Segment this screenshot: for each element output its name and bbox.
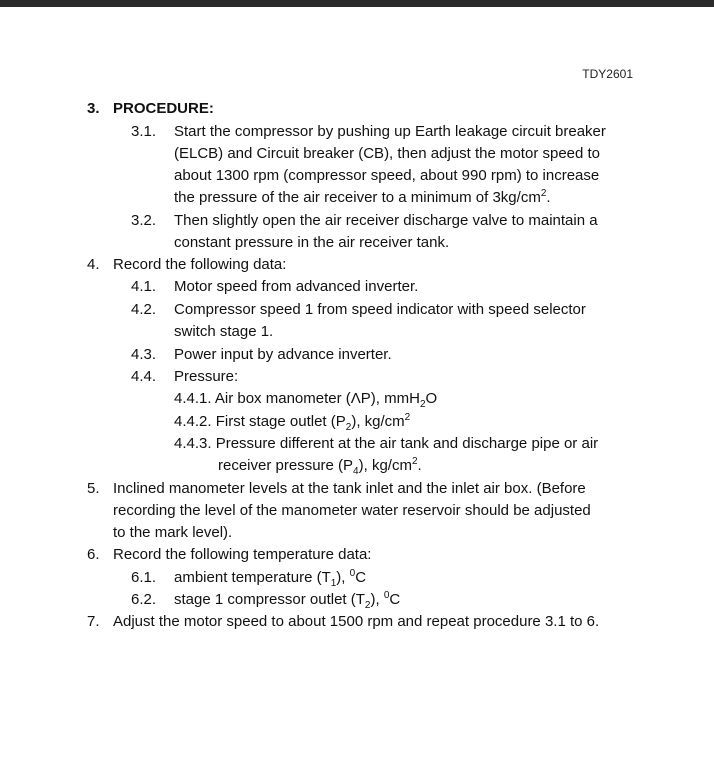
step-4-4-1-text: Air box manometer (ΛP), mmH (214, 390, 420, 407)
step-4-4-2-text: First stage outlet (P (215, 413, 346, 430)
step-6-2-number: 6.2. (131, 591, 157, 608)
subscript: 2 (419, 399, 426, 410)
unit-suffix: O (425, 390, 438, 407)
top-border-bar (0, 0, 714, 7)
separator: ), (370, 591, 384, 608)
step-7-text: Adjust the motor speed to about 1500 rpm and repeat procedure 3.1 to 6. (113, 613, 600, 630)
separator: ), (336, 569, 350, 586)
step-4-4-3-line-2-text: receiver pressure (P (218, 457, 354, 474)
step-7-number: 7. (87, 613, 100, 630)
superscript: 2 (540, 188, 547, 199)
unit-text: ), kg/cm (358, 457, 412, 474)
unit-text: C (355, 569, 367, 586)
step-4-4-3-text: Pressure different at the air tank and discharge pipe or air (215, 435, 599, 452)
step-4-1-number: 4.1. (131, 278, 157, 295)
unit-text: C (389, 591, 401, 608)
step-6-1-text: ambient temperature (T (174, 569, 331, 586)
step-5-line-3: to the mark level). (113, 524, 233, 541)
superscript: 2 (404, 412, 411, 423)
step-5-number: 5. (87, 480, 100, 497)
step-6-1-number: 6.1. (131, 569, 157, 586)
step-4-1-text: Motor speed from advanced inverter. (174, 278, 419, 295)
step-6-1 (174, 567, 366, 589)
step-4-4-2-number: 4.4.2. (174, 413, 212, 430)
superscript: 2 (411, 456, 418, 467)
step-5-line-2: recording the level of the manometer water reservoir should be adjusted (113, 502, 591, 519)
unit-text: ), kg/cm (351, 413, 405, 430)
step-4-text: Record the following data: (113, 256, 287, 273)
step-3-1-line-1: Start the compressor by pushing up Earth leakage circuit breaker (174, 123, 606, 140)
step-6-2-text: stage 1 compressor outlet (T (174, 591, 365, 608)
step-4-3-number: 4.3. (131, 346, 157, 363)
step-4-2-line-2: switch stage 1. (174, 323, 274, 340)
step-3-2-line-1: Then slightly open the air receiver discharge valve to maintain a (174, 212, 598, 229)
subscript: 1 (330, 578, 337, 589)
punctuation: . (417, 457, 422, 474)
step-5-line-1: Inclined manometer levels at the tank inlet and the inlet air box. (Before (113, 480, 586, 497)
step-3-1-line-4-text: the pressure of the air receiver to a minimum of 3kg/cm (174, 189, 541, 206)
step-4-4-3-number: 4.4.3. (174, 435, 212, 452)
step-6-2 (174, 589, 400, 611)
step-3-2-line-2: constant pressure in the air receiver tank. (174, 234, 450, 251)
step-4-2-number: 4.2. (131, 301, 157, 318)
step-4-4-1-number: 4.4.1. (174, 390, 212, 407)
superscript: 0 (349, 568, 356, 579)
step-4-4-2 (174, 411, 410, 433)
step-3-1-line-4 (174, 187, 551, 209)
section-3-title: PROCEDURE: (113, 100, 214, 117)
subscript: 2 (364, 600, 371, 611)
step-4-4-3-line-2 (218, 455, 422, 477)
step-4-3-text: Power input by advance inverter. (174, 346, 392, 363)
step-3-1-line-2: (ELCB) and Circuit breaker (CB), then adjust the motor speed to (174, 145, 601, 162)
step-4-4-3-line-1 (174, 433, 598, 455)
subscript: 2 (345, 422, 352, 433)
step-4-number: 4. (87, 256, 100, 273)
subscript: 4 (353, 466, 359, 477)
step-4-4-1 (174, 388, 437, 410)
document-code: TDY2601 (582, 67, 633, 81)
section-3-number: 3. (87, 100, 100, 117)
step-3-1-line-3: about 1300 rpm (compressor speed, about 990 rpm) to increase (174, 167, 600, 184)
step-6-text: Record the following temperature data: (113, 546, 372, 563)
superscript: 0 (383, 590, 390, 601)
punctuation: . (546, 189, 551, 206)
step-4-4-text: Pressure: (174, 368, 239, 385)
step-4-4-number: 4.4. (131, 368, 157, 385)
step-6-number: 6. (87, 546, 100, 563)
step-4-2-line-1: Compressor speed 1 from speed indicator with speed selector (174, 301, 586, 318)
step-3-2-number: 3.2. (131, 212, 157, 229)
step-3-1-number: 3.1. (131, 123, 157, 140)
